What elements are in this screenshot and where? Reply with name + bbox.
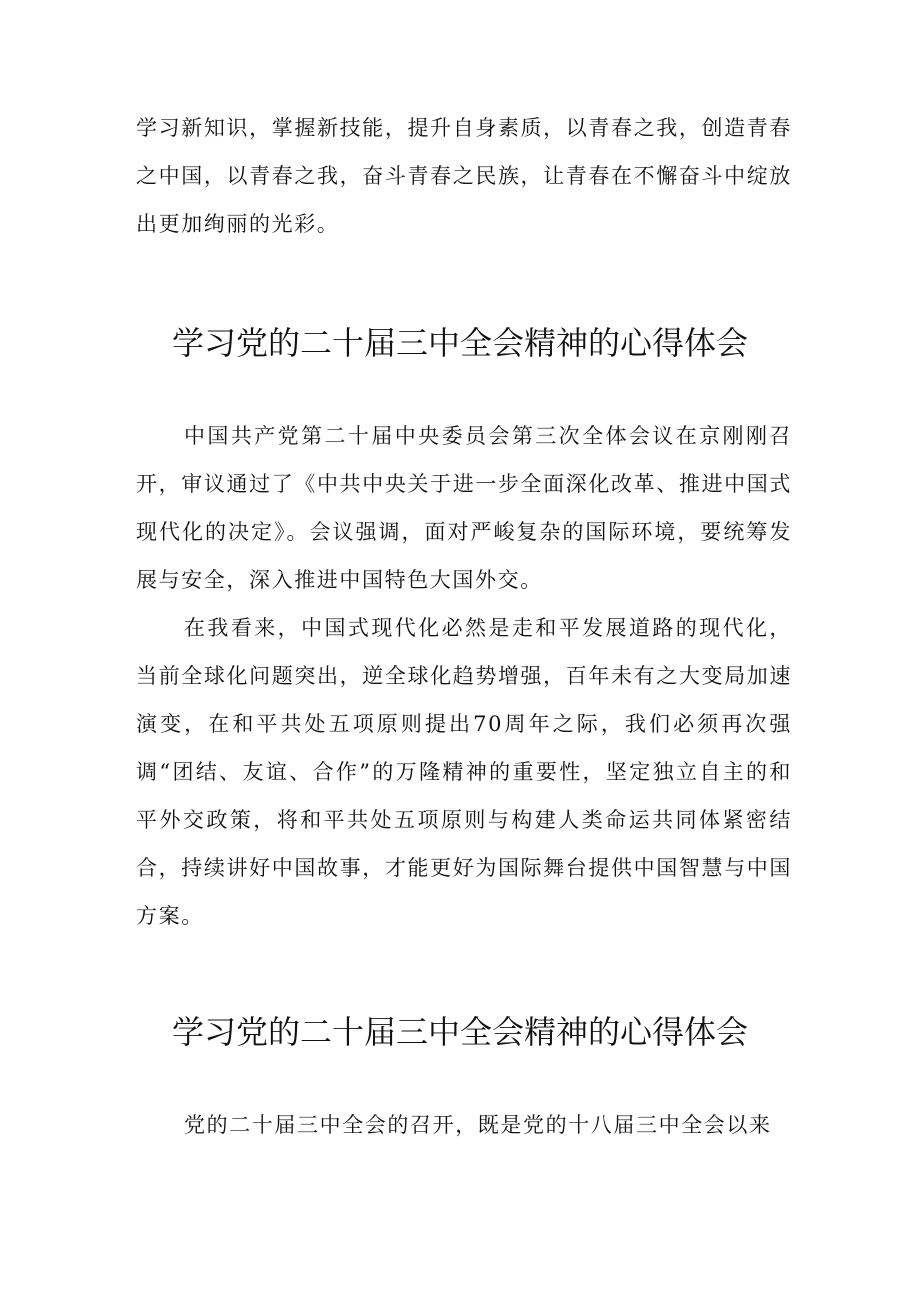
section-heading-2: 学习党的二十届三中全会精神的心得体会 <box>171 1013 748 1051</box>
section-heading-1: 学习党的二十届三中全会精神的心得体会 <box>171 324 748 362</box>
paragraph-3: 党的二十届三中全会的召开，既是党的十八届三中全会以来 <box>184 1113 772 1137</box>
paragraph-continuation: 学习新知识，掌握新技能，提升自身素质，以青春之我，创造青春之中国，以青春之我，奋斗青春之民族，让青春在不懈奋斗中绽放出更加绚丽的光彩。 <box>136 116 792 236</box>
paragraph-2: 在我看来，中国式现代化必然是走和平发展道路的现代化，当前全球化问题突出，逆全球化趋势增强，百年未有之大变局加速演变，在和平共处五项原则提出70周年之际，我们必须再次强调“团结、友谊、合作”的万隆精神的重要性，坚定独立自主的和平外交政策，将和平共处五项原则与构建人类命运共同体紧密结合，持续讲好中国故事，才能更好为国际舞台提供中国智慧与中国方案。 <box>136 616 792 928</box>
paragraph-1: 中国共产党第二十届中央委员会第三次全体会议在京刚刚召开，审议通过了《中共中央关于进一步全面深化改革、推进中国式现代化的决定》。会议强调，面对严峻复杂的国际环境，要统筹发展与安全，深入推进中国特色大国外交。 <box>136 424 792 592</box>
